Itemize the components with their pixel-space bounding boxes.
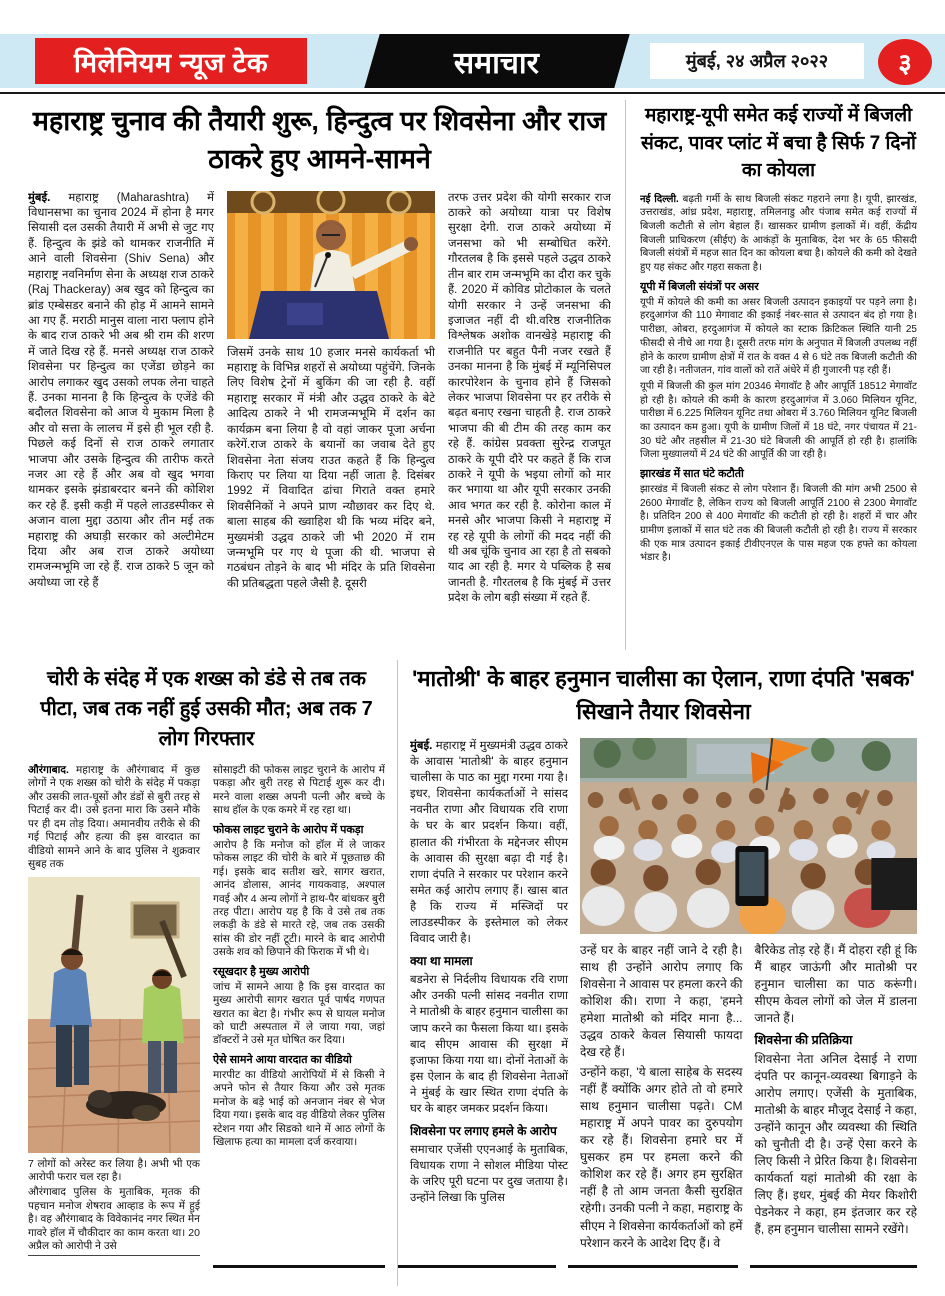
bottom-section: [28, 660, 917, 1286]
subhead: फोकस लाइट चुराने के आरोप में पकड़ा: [213, 823, 364, 836]
subhead: शिवसेना पर लगाए हमले के आरोप: [410, 1124, 557, 1139]
body-text: महाराष्ट्र (Maharashtra) में विधानसभा का चुनाव 2024 में होना है मगर सियासी दल उसकी तैयारी में अभी से जुट गए हैं. हिन्दुत्व के झंडे को थामकर राजनीति में आने वाली शिवसेना (Shiv Sena) और महाराष्ट्र नवनिर्माण सेना के अध्यक्ष राज ठाकरे (Raj Thackeray) अब खुद को हिन्दुत्व का ब्रांड एम्बेसडर बनाने की होड़ में आमने सामने आ गए हैं. मराठी मानुस वाला नारा फ्लाप होने के बाद राज ठाकरे भी अब श्री राम की शरण में जाते दिख रहे हैं. मनसे अध्यक्ष राज ठाकरे शिवसेना पर हिन्दुत्व का एजेंडा छोड़ने का आरोप लगाकर खुद उसको लपक लेना चाहते हैं. उनका मानना है कि हिन्दुत्व के एजेंडे की बदौलत शिवसेना को आज ये मुकाम मिला है और वो सत्ता के लालच में इसे ही भूल रही है. पिछले कई दिनों से राज ठाकरे लगातार भाजपा और उसके हिन्दुत्व की तारीफ करते नजर आ रहे हैं और अब वो खुद भगवा थामकर इसके झंडाबरदार बनने की कोशिश कर रहे हैं. इसी कड़ी में पहले लाउडस्पीकर से अजान वाला मुद्दा उठाया और तीन मई तक महाराष्ट्र की अघाड़ी सरकार को अल्टीमेटम दिया और अब राज ठाकरे अयोध्या रामजन्मभूमि जा रहे हैं. राज ठाकरे 5 जून को अयोध्या जा रहे हैं: [28, 191, 214, 589]
protest-crowd-photo: [580, 738, 917, 934]
body-text: महाराष्ट्र में मुख्यमंत्री उद्धव ठाकरे के आवास 'मातोश्री' के बाहर हनुमान चालीसा के पाठ का मुद्दा गरमा गया है। इधर, शिवसेना कार्यकर्ताओं ने सांसद नवनीत राणा और विधायक रवि राणा के घर के बार प्रदर्शन किया। वहीं, हालात की गंभीरता के मद्देनजर सीएम के आवास की सुरक्षा बढ़ा दी गई है। राणा दंपति ने सरकार पर परेशान करने समेत कई आरोप लगाए हैं। खास बात है कि राज्य में मस्जिदों पर लाउडस्पीकर के इस्तेमाल को लेकर विवाद जारी है।: [410, 740, 568, 946]
body-paragraph: बैरिकेड तोड़ रहे हैं। मैं दोहरा रही हूं कि मैं बाहर जाऊंगी और मातोश्री पर हनुमान चालीसा का पाठ करूंगी। सीएम केवल लोगों को जेल में डालना जानते हैं।: [754, 943, 917, 1026]
column-divider: [625, 100, 626, 650]
body-paragraph: [640, 193, 917, 275]
subhead: ऐसे सामने आया वारदात का वीडियो: [213, 1053, 352, 1066]
article-end-rule: [568, 1265, 738, 1268]
article-end-rule: [28, 1255, 200, 1256]
body-paragraph: उन्होंने कहा, 'ये बाला साहेब के सदस्य नहीं हैं क्योंकि अगर होते तो वो हमारे साथ हनुमान चालीसा पढ़ते। CM महाराष्ट्र में अपने पावर का दुरुपयोग कर रहे हैं। शिवसेना हमारे घर में घुसकर हम पर हमला करने की कोशिश कर रहे हैं। अगर हम सुरक्षित नहीं है तो आम जनता कैसी सुरक्षित रहेगी। उनकी पत्नी ने कहा, महाराष्ट्र के सीएम ने शिवसेना कार्यकर्ताओं को हमें परेशान करने के आदेश दिए हैं। वे: [580, 1065, 743, 1250]
subhead: शिवसेना की प्रतिक्रिया: [754, 1033, 853, 1048]
body-text: बढ़ती गर्मी के साथ बिजली संकट गहराने लगा है। यूपी, झारखंड, उत्तराखंड, आंध्र प्रदेश, महाराष्ट्र, तमिलनाडु और पंजाब समेत कई राज्यों में बिजली कटौती से लोग बेहाल हैं। खासकर ग्रामीण इलाकों में। वहीं, केंद्रीय बिजली प्राधिकरण (सीईए) के आकंड़ों के मुताबिक, देश भर के 65 फीसदी बिजली संयंत्रों में महज सात दिन का कोयला बचा है। कोयले की कमी को देखते हुए यह संकट और गहरा सकता है।: [640, 193, 917, 274]
body-paragraph: औरंगाबाद पुलिस के मुताबिक, मृतक की पहचान मनोज शेषराव आव्हाड के रूप में हुई है। वह औरंगाबाद के विवेकानंद नगर स्थित मेन गावरे हॉल में चौकीदार का काम करता था। 20 अप्रैल को आरोपी ने उसे: [28, 1186, 200, 1253]
subhead: झारखंड में सात घंटे कटौती: [640, 468, 744, 481]
matoshree-headline: 'मातोश्री' के बाहर हनुमान चालीसा का ऐलान, राणा दंपति 'सबक' सिखाने तैयार शिवसेना: [412, 666, 915, 724]
article-mob-beating: [28, 660, 385, 1286]
column-divider: [397, 660, 398, 1286]
subhead: क्या था मामला: [410, 954, 473, 969]
body-paragraph: यूपी में बिजली की कुल मांग 20346 मेगावॉट है और आपूर्ति 18512 मेगावॉट हो रही है। कोयले की कमी के कारण हरदुआगंज में 3.060 मिलियन यूनिट, पारीछा में 6.225 मिलियन यूनिट तथा ओबरा में 3.760 मिलियन यूनिट बिजली का उत्पादन कम हुआ। यूपी के ग्रामीण जिलों में 18 घंटे, नगर पंचायत में 21-30 घंटे और तहसील में 21-30 घंटे बिजली की आपूर्ति हो रही है। हालांकि जिला मुख्यालयों में 24 घंटे की आपूर्ति की जा रही है।: [640, 380, 917, 461]
article-dateline: मुंबई.: [28, 191, 51, 204]
body-paragraph: झारखंड में बिजली संकट से लोग परेशान हैं। बिजली की मांग अभी 2500 से 2600 मेगावॉट है, लेकिन राज्य को बिजली आपूर्ति 2100 से 2300 मेगावॉट है। प्रतिदिन 200 से 400 मेगावॉट की कटौती हो रही है। शहरों में चार और ग्रामीण इलाकों में सात घंटे तक की बिजली कटौती हो रही है। राज्य में सरकार की एक मात्र उत्पादन इकाई टीवीएनएल के पास महज एक हफ्ते का कोयला भंडार है।: [640, 484, 917, 564]
masthead-bar: [0, 34, 945, 88]
raj-thackeray-speech-photo: [227, 191, 435, 339]
body-paragraph: [28, 764, 200, 872]
section-title: समाचार: [454, 46, 540, 80]
main-headline: महाराष्ट्र चुनाव की तैयारी शुरू, हिन्दुत्व पर शिवसेना और राज ठाकरे हुए आमने-सामने: [32, 106, 607, 175]
article-end-rule: [750, 1265, 917, 1268]
header-divider: [0, 92, 945, 94]
body-paragraph: उन्हें घर के बाहर नहीं जाने दे रही है। साथ ही उन्होंने आरोप लगाए कि शिवसेना ने आवास पर हमला करने की कोशिश की। राणा ने कहा, 'हमने हमेशा मातोश्री को मंदिर माना है... उद्धव ठाकरे केवल सियासी फायदा देख रहे हैं।: [580, 943, 743, 1060]
body-paragraph: आरोप है कि मनोज को हॉल में ले जाकर फोकस लाइट की चोरी के बारे में पूछताछ की गई। इसके बाद सतीश खरे, सागर खरात, आनंद डोलास, आनंद गायकवाड़, अश्पाल गवई और 4 अन्य लोगों ने हाथ-पैर बांधकर बुरी तरह पीटा। आरोप यह है कि वे उसे तब तक लकड़ी के डंडे से मारते रहे, जब तक उसकी सांस की डोर नहीं टूटी। मारने के बाद आरोपी उसके शव को छिपाने की फिराक में भी थे।: [213, 838, 385, 959]
body-paragraph: तरफ उत्तर प्रदेश की योगी सरकार राज ठाकरे को अयोध्या यात्रा पर विशेष सुरक्षा देगी. राज ठाकरे अयोध्या में जनसभा को भी सम्बोधित करेंगे. गौरतलब है कि इससे पहले उद्धव ठाकरे तीन बार राम जन्मभूमि का दौरा कर चुके हैं. 2020 में कोविड प्रोटोकाल के चलते योगी सरकार ने उन्हें जनसभा की इजाजत नहीं दी थी.वरिष्ठ राजनीतिक विश्लेषक अशोक वानखेड़े महाराष्ट्र की राजनीति पर बहुत पैनी नजर रखते हैं उनका मानना है कि मुंबई में म्यूनिसिपल कारपोरेशन के चुनाव होने हैं जिसको लेकर भाजपा शिवसेना पर हर तरीके से बढ़त बनाए रखना चाहती है. राज ठाकरे भाजपा की बी टीम की तरह काम कर रहे हैं. कांग्रेस प्रवक्ता सुरेन्द्र राजपूत ठाकरे के यूपी दौरे पर कहते हैं कि राज ठाकरे ने यूपी के भइया लोगों को मार कर भगाया था और यूपी सरकार उनकी आव भगत कर रही है. कोरोना काल में मनसे और भाजपा किसी ने महाराष्ट्र में रह रहे यूपी के लोगों की मदद नहीं की थी अब चूंकि चुनाव आ रहा है तो सबको याद आ रही है. मगर ये पब्लिक है सब जानती है. गौरतलब है कि मुंबई में उत्तर प्रदेश के लोग बड़ी संख्या में रहते हैं.: [448, 191, 611, 605]
edition-dateline: मुंबई, २४ अप्रैल २०२२: [650, 43, 864, 79]
top-section: [28, 100, 917, 650]
body-paragraph: शिवसेना नेता अनिल देसाई ने राणा दंपति पर कानून-व्यवस्था बिगाड़ने के आरोप लगाए। एजेंसी के मुताबिक, मातोश्री के बाहर मौजूद देसाई ने कहा, उन्होंने कानून और व्यवस्था की स्थिति को चुनौती दी है। उन्हें ऐसा करने के लिए किसी ने प्रेरित किया है। शिवसेना कार्यकर्ता यहां मातोश्री की रक्षा के लिए हैं। इधर, मुंबई की मेयर किशोरी पेडनेकर ने कहा, हम इंतजार कर रहे हैं, हम हनुमान चालीसा सामने रखेंगे।: [754, 1052, 917, 1237]
body-text: महाराष्ट्र के औरंगाबाद में कुछ लोगों ने एक शख्स को चोरी के संदेह में पकड़ा और उसकी लात-घूसों और डंडों से बुरी तरह से पिटाई कर दी। उसे इतना मारा कि उसने मौके पर ही दम तोड़ दिया। अमानवीय तरीके से की गई पिटाई और हत्या की इस वारदात का वीडियो सामने आने के बाद पुलिस ने शुक्रवार सुबह तक: [28, 764, 200, 871]
body-paragraph: [28, 191, 214, 592]
body-paragraph: जांच में सामने आया है कि इस वारदात का मुख्य आरोपी सागर खरात पूर्व पार्षद गणपत खरात का बेटा है। गंभीर रूप से घायल मनोज को घाटी अस्पताल में ले जाया गया, जहां डॉक्टरों ने उसे मृत घोषित कर दिया।: [213, 980, 385, 1047]
power-headline: महाराष्ट्र-यूपी समेत कई राज्यों में बिजली संकट, पावर प्लांट में बचा है सिर्फ 7 दिनों का कोयला: [641, 105, 916, 182]
page-number-badge: ३: [878, 39, 932, 85]
body-paragraph: समाचार एजेंसी एएनआई के मुताबिक, विधायक राणा ने सोशल मीडिया पोस्ट के जरिए पूरी घटना पर दुख जताया है। उन्होंने लिखा कि पुलिस: [410, 1144, 568, 1205]
article-dateline: मुंबई.: [410, 740, 433, 752]
section-title-banner: [364, 34, 629, 88]
article-shivsena-raj-thackeray: [28, 100, 611, 650]
subhead: रसूखदार है मुख्य आरोपी: [213, 965, 310, 978]
body-paragraph: जिसमें उनके साथ 10 हजार मनसे कार्यकर्ता भी महाराष्ट्र के विभिन्न शहरों से अयोध्या पहुंचेंगे. जिनके लिए विशेष ट्रेनों में बुकिंग की जा रही है. वहीं महाराष्ट्र सरकार में मंत्री और उद्धव ठाकरे के बेटे आदित्य ठाकरे ने भी रामजन्मभूमि में दर्शन का कार्यक्रम बना लिया है वो वहां जाकर पूजा अर्चना करेगें.राज ठाकरे के बयानों का जवाब देते हुए शिवसेना नेता संजय राउत कहते हैं कि हिन्दुत्व किराए पर लिया या दिया नहीं जाता है. दिसंबर 1992 में विवादित ढांचा गिराते वक्त हमारे शिवसैनिकों ने अपने प्राण न्यौछावर कर दिए थे. बाला साहब की ख्वाहिश थी कि भव्य मंदिर बने, मुख्यमंत्री उद्धव ठाकरे जी भी 2020 में राम जन्मभूमि पर गए थे पूजा की थी. भाजपा से गठबंधन तोड़ने के बाद भी मंदिर के प्रति शिवसेना की प्रतिबद्धता पहले जैसी है. दूसरी: [227, 346, 435, 590]
body-paragraph: बडनेरा से निर्दलीय विधायक रवि राणा और उनकी पत्नी सांसद नवनीत राणा ने मातोश्री के बाहर हनुमान चालीसा का जाप करने का फैसला किया था। इसके बाद सीएम आवास की सुरक्षा में इजाफा किया गया था। दोनों नेताओं के इस ऐलान के बाद ही शिवसेना नेताओं ने मुंबई के खार स्थित राणा दंपति के घर के बाहर जमकर प्रदर्शन किया।: [410, 974, 568, 1115]
article-matoshree-hanuman-chalisa: [410, 660, 917, 1286]
body-paragraph: 7 लोगों को अरेस्ट कर लिया है। अभी भी एक आरोपी फरार चल रहा है।: [28, 1157, 200, 1183]
beating-video-still-photo: [28, 877, 200, 1153]
masthead-logo: मिलेनियम न्यूज टेक: [35, 38, 307, 84]
subhead: यूपी में बिजली संयंत्रों पर असर: [640, 280, 759, 293]
article-end-rule: [398, 1265, 556, 1268]
article-power-crisis: [640, 100, 917, 650]
body-paragraph: मारपीट का वीडियो आरोपियों में से किसी ने अपने फोन से तैयार किया और उसे मृतक मनोज के बड़े भाई को अनजान नंबर से भेज दिया गया। इसके बाद वह वीडियो लेकर पुलिस स्टेशन गया और सिडको थाने में आठ लोगों के खिलाफ हत्या का मामला दर्ज करवाया।: [213, 1068, 385, 1149]
article-dateline: नई दिल्ली.: [640, 193, 679, 205]
page-content: [28, 100, 917, 1290]
beating-headline: चोरी के संदेह में एक शख्स को डंडे से तब तक पीटा, जब तक नहीं हुई उसकी मौत; अब तक 7 लोग गिरफ्तार: [40, 668, 373, 750]
article-end-rule: [213, 1265, 385, 1268]
article-dateline: औरंगाबाद.: [28, 764, 69, 776]
body-paragraph: [410, 738, 568, 947]
body-paragraph: सोसाइटी की फोकस लाइट चुराने के आरोप में पकड़ा और बुरी तरह से पिटाई शुरू कर दी। मरने वाला शख्स अपनी पत्नी और बच्चे के साथ हॉल के एक कमरे में रह रहा था।: [213, 764, 385, 817]
body-paragraph: यूपी में कोयले की कमी का असर बिजली उत्पादन इकाइयों पर पड़ने लगा है। हरदुआगंज की 110 मेगावाट की इकाई नंबर-सात से उत्पादन बंद हो गया है। पारीछा, ओबरा, हरदुआगंज में कोयले का स्टाक क्रिटिकल स्थिति यानी 25 फीसदी से नीचे आ गया है। दूसरी तरफ मांग के अनुपात में बिजली उपलब्ध नहीं होने के कारण ग्रामीण क्षेत्रों में रात के वक्त 4 से 6 घंटे तक बिजली कटौती की जा रही है। नतीजतन, गांव वालों को रातें अंधेरे में ही गुजारनी पड़ रही हैं।: [640, 296, 917, 377]
